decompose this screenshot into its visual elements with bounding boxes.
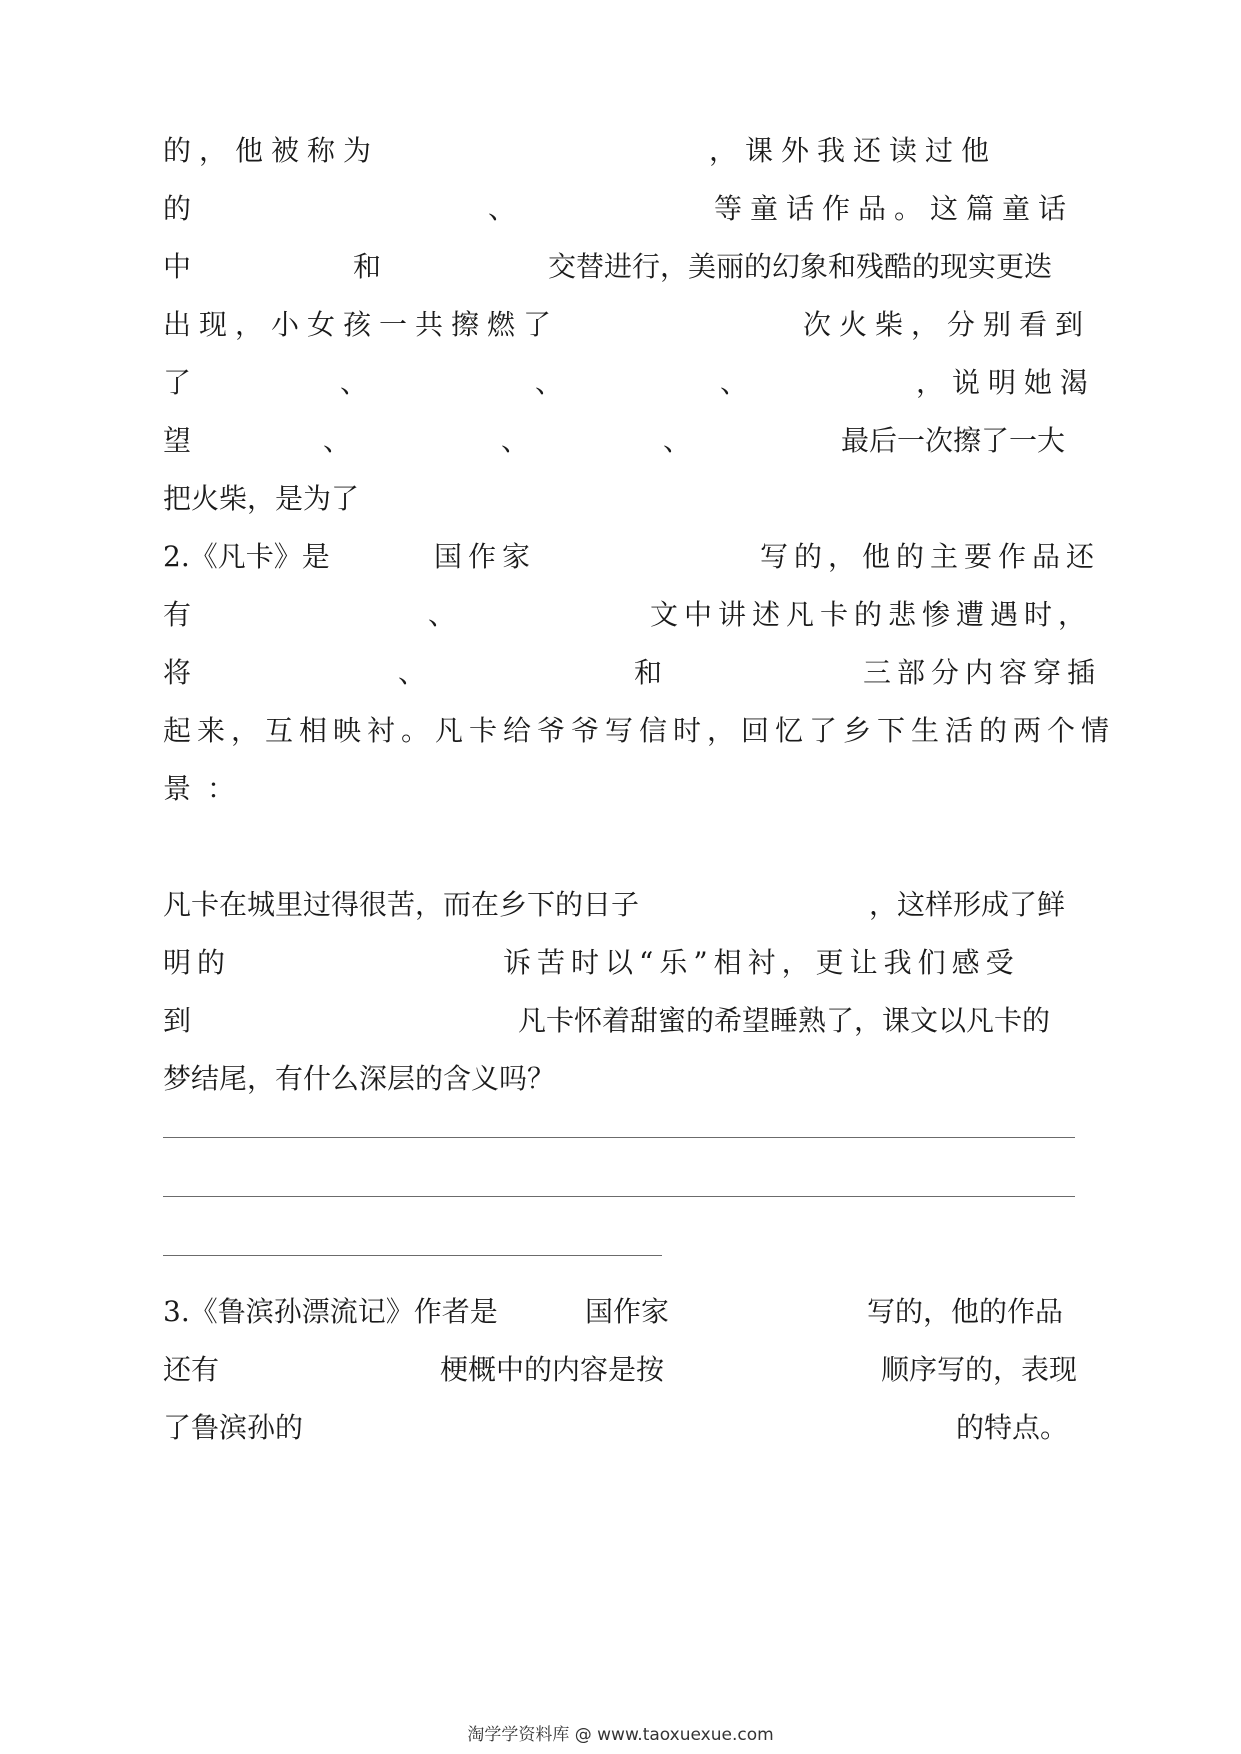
q2-line-1 xyxy=(163,537,1101,577)
text: 出现，小女孩一共擦燃了 xyxy=(163,308,560,341)
q2-line-2 xyxy=(163,595,1093,635)
text: 国作家 xyxy=(434,540,537,573)
text: 、 xyxy=(535,366,572,399)
text: 中 xyxy=(163,250,192,283)
text: ： xyxy=(207,772,236,805)
q2-line-3 xyxy=(163,653,1102,693)
p1-line-6 xyxy=(163,421,1079,461)
text: 明的 xyxy=(163,946,232,979)
text: 梗概中的内容是按 xyxy=(440,1353,665,1386)
text: 、 xyxy=(428,598,457,631)
text: 顺序写的，表现 xyxy=(881,1353,1078,1386)
text: 最后一次擦了一大 xyxy=(841,424,1066,457)
footer-watermark: 淘学学资料库 @ www.taoxuexue.com xyxy=(467,1725,774,1745)
q3-line-2 xyxy=(163,1350,1079,1390)
text: 把火柴，是为了 xyxy=(163,482,360,515)
p1-line-2 xyxy=(163,189,1079,229)
q3-line-1 xyxy=(163,1292,1079,1332)
text: 文中讲述凡卡的悲惨遭遇时， xyxy=(650,598,1093,631)
q2-line-4 xyxy=(163,711,1116,751)
text: 写的，他的主要作品还 xyxy=(760,540,1101,573)
text: 、 xyxy=(720,366,757,399)
text: 诉苦时以“乐”相衬，更让我们感受 xyxy=(503,946,1020,979)
text: 写的，他的作品 xyxy=(867,1295,1064,1328)
text: 、 xyxy=(323,424,352,457)
text: ，课外我还读过他 xyxy=(709,134,998,167)
p1-line-3 xyxy=(163,247,1079,287)
q2-line-5 xyxy=(163,769,1079,809)
q2-line-9 xyxy=(163,1059,1079,1099)
text: ，这样形成了鲜 xyxy=(869,888,1066,921)
text: 了鲁滨孙的 xyxy=(163,1411,304,1444)
text: 凡卡在城里过得很苦，而在乡下的日子 xyxy=(163,888,640,921)
q2-line-6 xyxy=(163,885,1079,925)
text: 梦结尾，有什么深层的含义吗？ xyxy=(163,1062,556,1095)
text: 、 xyxy=(488,192,525,225)
text: 等童话作品。这篇童话 xyxy=(714,192,1075,225)
answer-line-2 xyxy=(163,1196,1075,1197)
text: 将 xyxy=(163,656,192,689)
text: 望 xyxy=(163,424,192,457)
q2-line-8 xyxy=(163,1001,1079,1041)
q2-line-7 xyxy=(163,943,1079,983)
p1-line-7 xyxy=(163,479,1079,519)
text: 和 xyxy=(634,656,663,689)
answer-line-1 xyxy=(163,1137,1075,1138)
text: 了 xyxy=(163,366,200,399)
text: 国作家 xyxy=(585,1295,670,1328)
text: 和 xyxy=(353,250,382,283)
answer-line-3 xyxy=(163,1255,662,1256)
text: 还有 xyxy=(163,1353,220,1386)
text: 、 xyxy=(340,366,377,399)
text: 到 xyxy=(163,1004,192,1037)
text: 次火柴，分别看到 xyxy=(803,308,1092,341)
text: 、 xyxy=(663,424,692,457)
text: 景 xyxy=(163,772,192,805)
text: 有 xyxy=(163,598,192,631)
text: 、 xyxy=(501,424,530,457)
text: 三部分内容穿插 xyxy=(863,656,1102,689)
q3-line-3 xyxy=(163,1408,1079,1448)
text: 凡卡怀着甜蜜的希望睡熟了，课文以凡卡的 xyxy=(518,1004,1051,1037)
p1-line-4 xyxy=(163,305,1092,345)
text: 、 xyxy=(398,656,427,689)
p1-line-1 xyxy=(163,131,1079,171)
p1-line-5 xyxy=(163,363,1097,403)
question-number-text: 2.《凡卡》是 xyxy=(163,540,330,573)
text: 交替进行，美丽的幻象和残酷的现实更迭 xyxy=(548,250,1053,283)
question-number-text: 3.《鲁滨孙漂流记》作者是 xyxy=(163,1295,498,1328)
text: 的特点。 xyxy=(956,1411,1069,1444)
text: 起来，互相映衬。凡卡给爷爷写信时，回忆了乡下生活的两个情 xyxy=(163,714,1116,747)
text: ，说明她渴 xyxy=(916,366,1097,399)
text: 的，他被称为 xyxy=(163,134,380,167)
text: 的 xyxy=(163,192,200,225)
